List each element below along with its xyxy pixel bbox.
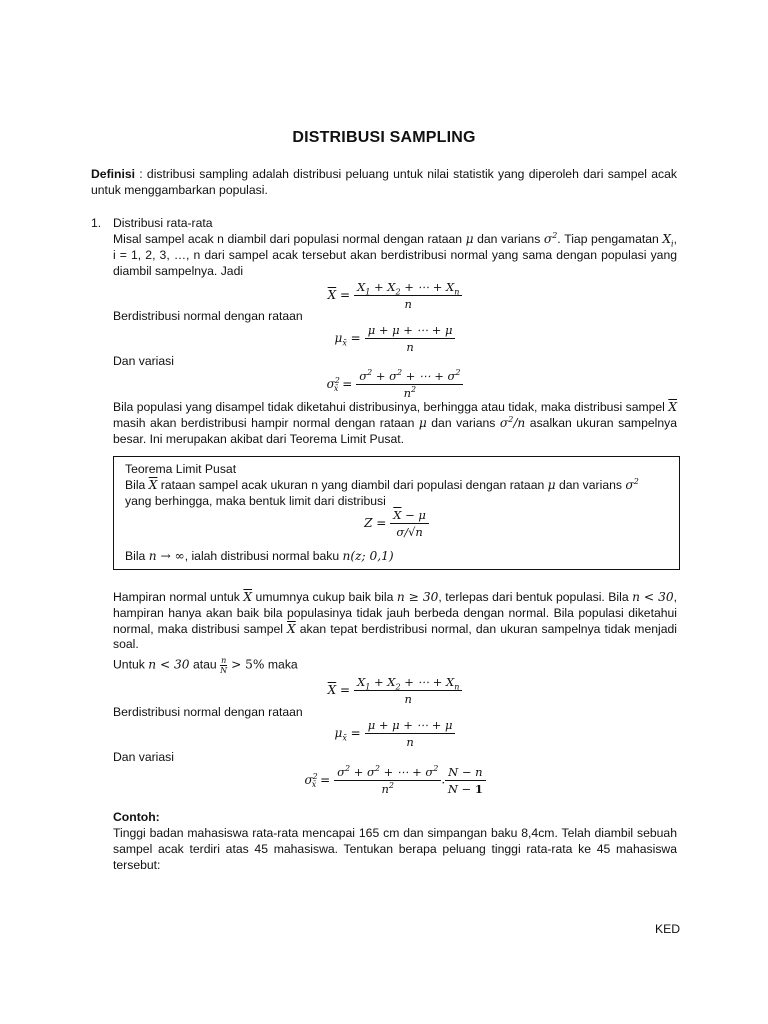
paragraph-clt-intro: Bila populasi yang disampel tidak diketahui distribusinya, berhingga atau tidak, maka distribusi sampel $\overline{X}$ masih akan berdistribusi hampir normal dengan rataan μ dan varians $\sigma^2/n$ asalkan ukuran sampelnya besar. Ini merupakan akibat dari Teorema Limit Pusat. [113,400,678,446]
formula-xbar: $\overline{X}$ = $\frac{X_1 + X_2 + \cdots + X_n}{n}$ [113,280,677,311]
section-heading: Distribusi rata-rata [113,216,213,230]
paragraph-approximation: Hampiran normal untuk $\overline{X}$ umumnya cukup baik bila n ≥ 30, terlepas dari bentuk populasi. Bila n < 30, hampiran hanya akan baik bila populasinya tidak jauh berbeda dengan normal. Bila populasi diketahui normal, maka distribusi sampel $\overline{X}$ akan tepat berdistribusi normal, dan ukuran sampelnya tidak menjadi soal. [113,590,678,652]
xi-symbol: $X_i$ [662,232,674,249]
theorem-box [113,456,680,570]
page-title: DISTRIBUSI SAMPLING [292,129,476,146]
variance-label: Dan variasi [113,354,174,368]
formula-xbar-2: $\overline{X}$ = $\frac{X_1 + X_2 + \cdots + X_n}{n}$ [113,675,677,706]
footer-initials: KED [655,922,681,936]
formula-mean: $\mu_{x̄}$ = $\frac{\mu + \mu + \cdots + \mu}{n}$ [113,323,677,354]
theorem-heading: Teorema Limit Pusat [125,462,237,476]
n-over-N: $\frac{n}{N}$ [220,656,228,675]
formula-mean-2: $\mu_{x̄}$ = $\frac{\mu + \mu + \cdots + \mu}{n}$ [113,718,677,749]
theorem-line2: yang berhingga, maka bentuk limit dari distribusi [125,494,386,508]
formula-variance-corrected: $\sigma^2_{x̄}$ = $\frac{\sigma^2 + \sigma^2 + \cdots + \sigma^2}{n^2}$ . $\frac{N - n}{N - 1}$ [113,765,677,796]
mean-label-2: Berdistribusi normal dengan rataan [113,705,303,719]
variance-label-2: Dan variasi [113,750,174,764]
formula-z: Z = $\frac{\overline{X} - \mu}{\sigma/√n}$ [114,508,679,539]
definition-text: : distribusi sampling adalah distribusi peluang untuk nilai statistik yang diperoleh dari sampel acak untuk menggambarkan populasi. [91,167,677,197]
formula-variance: $\sigma^2_{x̄}$ = $\frac{\sigma^2 + \sigma^2 + \cdots + \sigma^2}{n^2}$ [113,369,677,400]
mean-label: Berdistribusi normal dengan rataan [113,309,303,323]
theorem-line1: Bila $\overline{X}$ rataan sampel acak ukuran n yang diambil dari populasi dengan rataan μ dan varians $\sigma^2$ [125,476,639,492]
theorem-last-line: Bila n → ∞, ialah distribusi normal baku n(z; 0,1) [125,549,394,563]
definition-term: Definisi [91,167,136,181]
sigma-squared: $\sigma^2$ [543,230,558,246]
example-text: Tinggi badan mahasiswa rata-rata mencapai 165 cm dan simpangan baku 8,4cm. Telah diambil sebuah sampel acak terdiri atas 45 mahasiswa. Tentukan berapa peluang tinggi rata-rata ke 45 mahasiswa tersebut: [113,826,677,872]
example-heading: Contoh: [113,810,160,824]
section-number: 1. [91,216,102,230]
mu-symbol: μ [465,232,474,246]
section-intro: Misal sampel acak n diambil dari populasi normal dengan rataan μ dan varians $\sigma^2$. Tiap pengamatan $X_i$, i = 1, 2, 3, …, n dari sampel acak tersebut akan berdistribusi normal yang sama dengan populasi yang diambil sampelnya. Jadi [113,230,677,278]
condition-line: Untuk n < 30 atau $\frac{n}{N}$ > 5% maka [113,656,298,675]
definition-paragraph [91,167,677,199]
